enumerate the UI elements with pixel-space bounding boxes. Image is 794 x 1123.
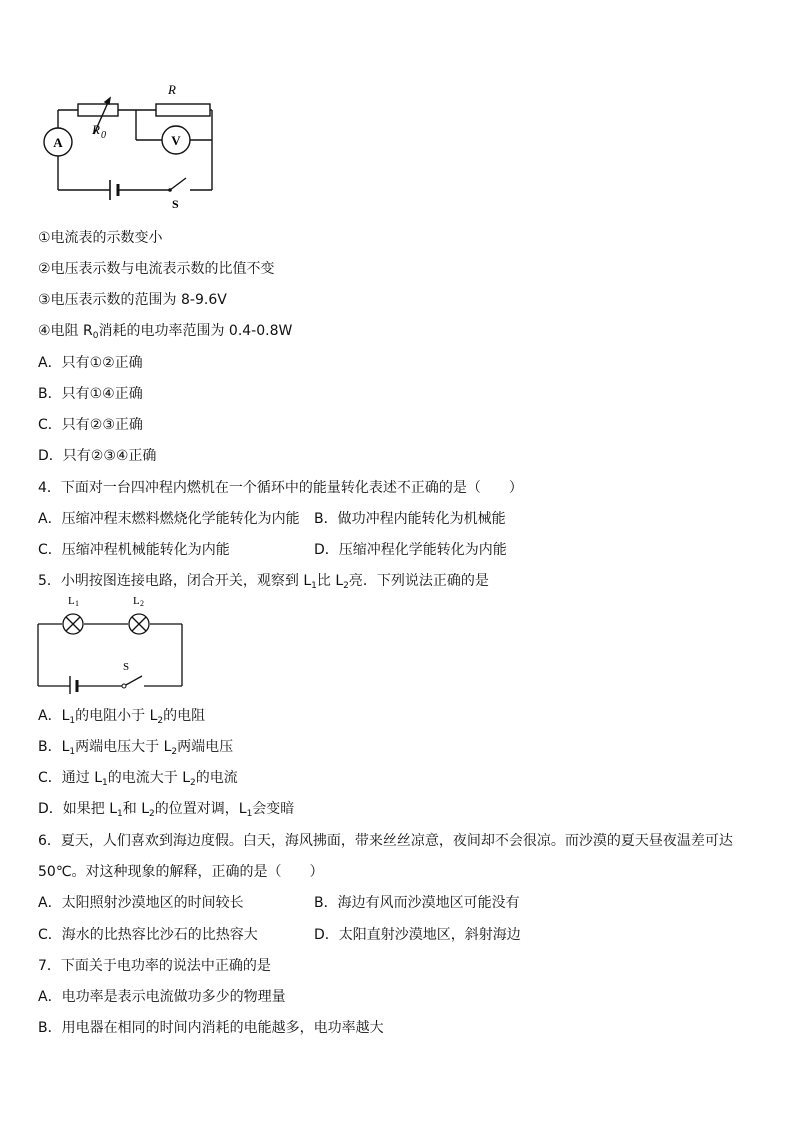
q3-option-d[interactable]: D．只有②③④正确 (38, 448, 157, 464)
q4-option-a[interactable]: A．压缩冲程末燃料燃烧化学能转化为内能 (38, 511, 300, 527)
q3-statement-4: ④电阻 $R_0$消耗的电功率范围为 0.4-0.8W (38, 323, 293, 341)
q6-option-d[interactable]: D．太阳直射沙漠地区，斜射海边 (314, 927, 521, 943)
switch-label: S (123, 661, 130, 673)
circuit-diagram-1 (38, 80, 238, 210)
q6-option-c[interactable]: C．海水的比热容比沙石的比热容大 (38, 927, 258, 943)
q7-option-b[interactable]: B．用电器在相同的时间内消耗的电能越多，电功率越大 (38, 1020, 384, 1036)
lamp-l1-subscript: 1 (75, 599, 79, 608)
q4-option-d[interactable]: D．压缩冲程化学能转化为内能 (314, 542, 507, 558)
q3-statement-3: ③电压表示数的范围为 8-9.6V (38, 292, 227, 308)
q5-option-b[interactable]: B．$L_1$两端电压大于 $L_2$两端电压 (38, 739, 234, 757)
q6-option-b[interactable]: B．海边有风而沙漠地区可能没有 (314, 895, 520, 911)
q7-option-a[interactable]: A．电功率是表示电流做功多少的物理量 (38, 989, 286, 1005)
q6-stem-line-2: 50℃。对这种现象的解释，正确的是（ ） (38, 864, 324, 880)
q4-option-c[interactable]: C．压缩冲程机械能转化为内能 (38, 542, 230, 558)
lamp-l2-label: L (133, 595, 140, 607)
q3-option-a[interactable]: A．只有①②正确 (38, 355, 143, 371)
rheostat-subscript: 0 (101, 130, 106, 141)
ammeter-label: A (53, 135, 63, 150)
q5-stem: 5．小明按图连接电路，闭合开关，观察到 $L_1$比 $L_2$亮．下列说法正确的是 (38, 573, 489, 591)
q3-option-b[interactable]: B．只有①④正确 (38, 386, 143, 402)
circuit-diagram-2 (36, 594, 196, 694)
resistor-r (156, 104, 210, 116)
rheostat-r0 (78, 104, 118, 116)
q4-stem: 4．下面对一台四冲程内燃机在一个循环中的能量转化表述不正确的是（ ） (38, 480, 523, 496)
q6-stem-line-1: 6．夏天，人们喜欢到海边度假。白天，海风拂面，带来丝丝凉意，夜间却不会很凉。而沙漠的夏天昼夜温差可达 (38, 833, 733, 849)
switch-label: S (172, 197, 179, 210)
q4-option-b[interactable]: B．做功冲程内能转化为机械能 (314, 511, 506, 527)
q3-statement-2: ②电压表示数与电流表示数的比值不变 (38, 261, 275, 277)
rheostat-label: R (92, 122, 100, 137)
q6-option-a[interactable]: A．太阳照射沙漠地区的时间较长 (38, 895, 244, 911)
lamp-l2-subscript: 2 (140, 599, 144, 608)
switch-s (124, 676, 142, 686)
q5-option-d[interactable]: D．如果把 $L_1$和 $L_2$的位置对调，$L_1$会变暗 (38, 801, 295, 819)
q5-option-a[interactable]: A．$L_1$的电阻小于 $L_2$的电阻 (38, 708, 206, 726)
voltmeter-label: V (171, 133, 181, 148)
q3-statement-1: ①电流表的示数变小 (38, 230, 163, 246)
resistor-label: R (168, 82, 176, 97)
q3-option-c[interactable]: C．只有②③正确 (38, 417, 143, 433)
q7-stem: 7．下面关于电功率的说法中正确的是 (38, 958, 271, 974)
switch-s (170, 178, 186, 190)
lamp-l1-label: L (68, 595, 75, 607)
q5-option-c[interactable]: C．通过 $L_1$的电流大于 $L_2$的电流 (38, 770, 238, 788)
